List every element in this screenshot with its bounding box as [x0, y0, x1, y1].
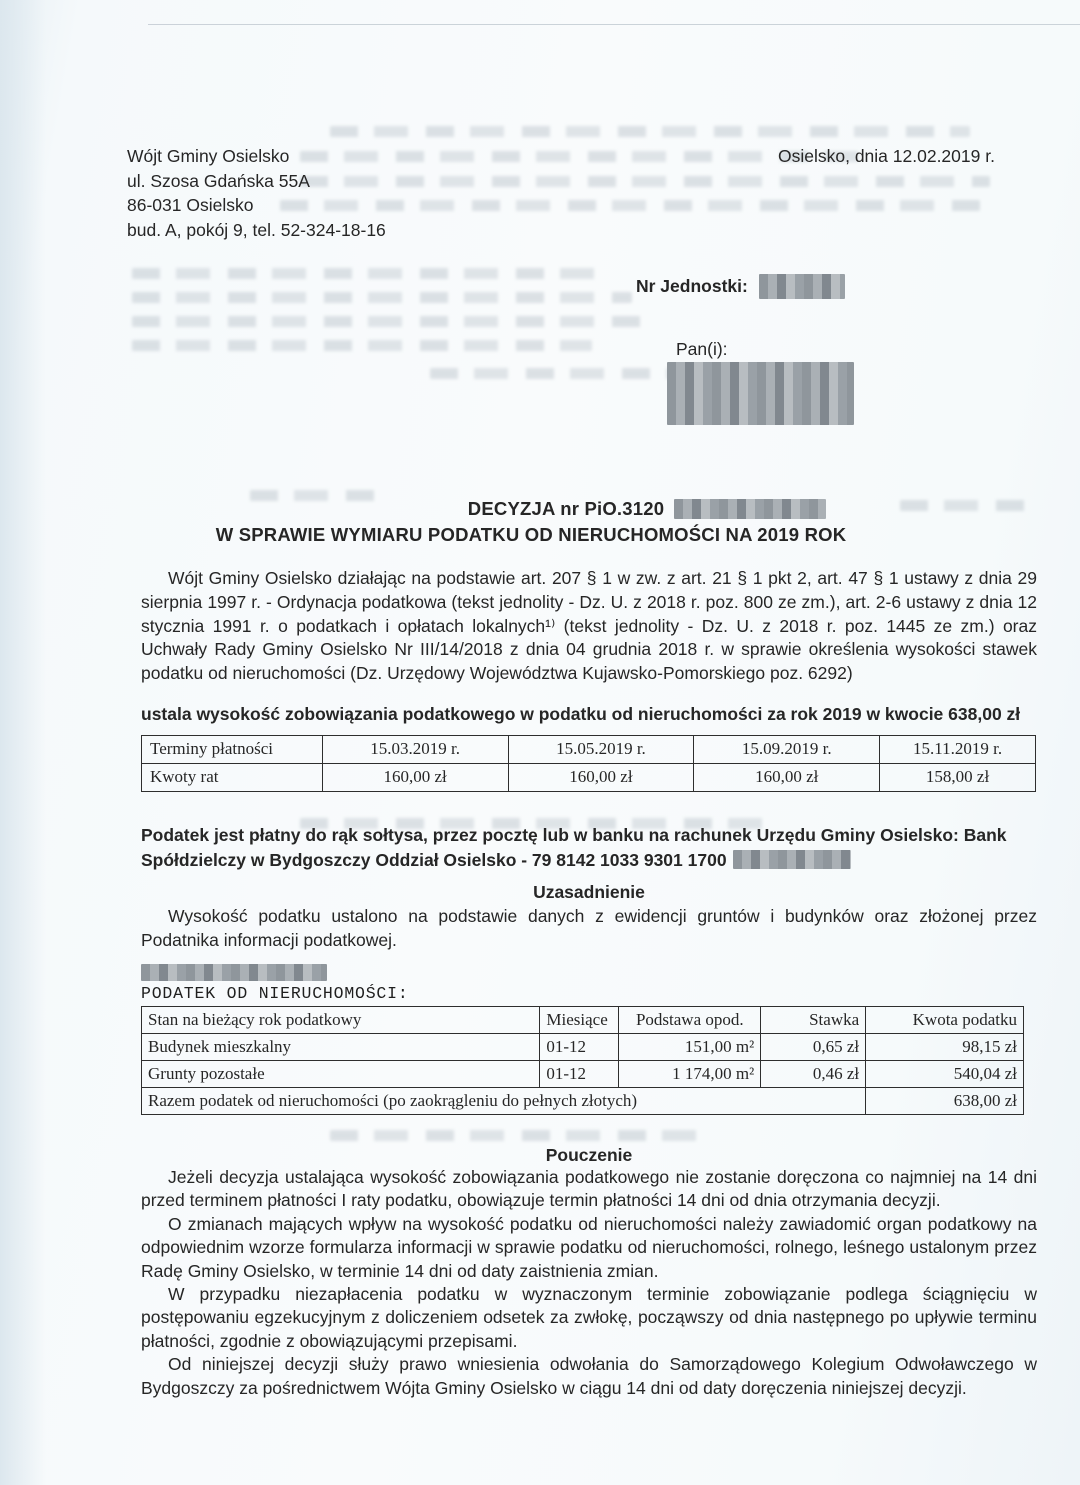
scan-fold-line	[148, 24, 1080, 25]
justification-heading: Uzasadnienie	[533, 881, 645, 902]
sender-line-street: ul. Szosa Gdańska 55A	[127, 170, 310, 191]
installment-date: 15.03.2019 r.	[322, 735, 508, 763]
table-row	[142, 735, 1036, 763]
instruction-paragraph-appeal: Od niniejszej decyzji służy prawo wniesienia odwołania do Samorządowego Kolegium Odwoławczego w Bydgoszczy za pośrednictwem Wójta Gminy Osielsko w ciągu 14 dni od daty doręczenia niniejszej decyzji.	[141, 1354, 1037, 1398]
unit-number-label: Nr Jednostki:	[636, 276, 748, 296]
sender-line-city: 86-031 Osielsko	[127, 195, 254, 215]
installments-label-amounts: Kwoty rat	[142, 763, 323, 791]
installment-date: 15.05.2019 r.	[508, 735, 694, 763]
account-number-redaction	[733, 850, 851, 869]
tax-row-label: Budynek mieszkalny	[142, 1033, 540, 1060]
bleed-through-artifact	[300, 176, 990, 187]
installment-amount: 158,00 zł	[880, 763, 1036, 791]
legal-basis-paragraph: Wójt Gminy Osielsko działając na podstawie art. 207 § 1 w zw. z art. 21 § 1 pkt 2, art. 47 § 1 ustawy z dnia 29 sierpnia 1997 r. - Ordynacja podatkowa (tekst jednolity - Dz. U. z 2018 r. poz. 800 ze zm.), art. 2-6 ustawy z dnia 12 stycznia 1991 r. o podatkach i opłatach lokalnych¹⁾ (tekst jednolity - Dz. U. z 2018 r. poz. 1445 ze zm.) oraz Uchwały Rady Gminy Osielsko Nr III/14/2018 z dnia 04 grudnia 2018 r. w sprawie określenia wysokości stawek podatku od nieruchomości (Dz. Urzędowy Województwa Kujawsko-Pomorskiego poz. 6292)	[141, 568, 1037, 684]
instruction-paragraph-changes: O zmianach mających wpływ na wysokość podatku od nieruchomości należy zawiadomić organ podatkowy na odpowiednim wzorze formularza informacji w sprawie podatku od nieruchomości, rolnego, leśnego ustalonym przez Radę Gminy Osielsko, w terminie 14 dni od daty zaistnienia zmian.	[141, 1213, 1037, 1281]
table-total-row	[142, 1087, 1024, 1114]
tax-row-amount: 98,15 zł	[866, 1033, 1024, 1060]
bleed-through-artifact	[430, 368, 690, 379]
tax-section-label: PODATEK OD NIERUCHOMOŚCI:	[141, 983, 409, 1003]
bleed-through-artifact	[132, 340, 592, 351]
tax-row-rate: 0,46 zł	[761, 1060, 866, 1087]
tax-row-base: 151,00 m²	[619, 1033, 761, 1060]
installment-date: 15.11.2019 r.	[880, 735, 1036, 763]
instruction-paragraph-enforcement: W przypadku niezapłacenia podatku w wyznaczonym terminie zobowiązanie podlega ściągnięciu w postępowaniu egzekucyjnym z doliczeniem odsetek za zwłokę, począwszy od dnia następnego po upływie terminu płatności, zgodnie z obowiązującymi przepisami.	[141, 1284, 1037, 1351]
decision-title: DECYZJA nr PiO.3120	[467, 498, 665, 519]
tax-row-base: 1 174,00 m²	[619, 1060, 761, 1087]
instruction-paragraph-delivery: Jeżeli decyzja ustalająca wysokość zobowiązania podatkowego nie zostanie doręczona co najmniej na 14 dni przed terminem płatności I raty podatku, obowiązuje termin płatności 14 dni od dnia otrzymania decyzji.	[141, 1166, 1037, 1211]
tax-header-amount: Kwota podatku	[866, 1006, 1024, 1033]
table-row	[142, 763, 1036, 791]
justification-paragraph: Wysokość podatku ustalono na podstawie danych z ewidencji gruntów i budynków oraz złożonej przez Podatnika informacji podatkowej.	[141, 905, 1037, 950]
bleed-through-artifact	[330, 126, 970, 137]
tax-total-label: Razem podatek od nieruchomości (po zaokrągleniu do pełnych złotych)	[142, 1087, 866, 1114]
decision-title-row	[199, 498, 1080, 520]
tax-row-label: Grunty pozostałe	[142, 1060, 540, 1087]
tax-header-state: Stan na bieżący rok podatkowy	[142, 1006, 540, 1033]
sender-line-name: Wójt Gminy Osielsko	[127, 146, 290, 166]
tax-row-amount: 540,04 zł	[866, 1060, 1024, 1087]
installments-label-terms: Terminy płatności	[142, 735, 323, 763]
payment-info-paragraph	[141, 823, 1037, 873]
paper-edge-shadow	[0, 0, 46, 1485]
taxpayer-id-redaction	[141, 964, 327, 981]
unit-number-redaction	[759, 274, 845, 299]
tax-amount-statement: ustala wysokość zobowiązania podatkowego w podatku od nieruchomości za rok 2019 w kwocie 638,00 zł	[141, 703, 1021, 724]
decision-number-redaction	[674, 499, 826, 519]
instructions-heading: Pouczenie	[545, 1144, 633, 1165]
table-row	[142, 1060, 1024, 1087]
tax-row-months: 01-12	[540, 1060, 619, 1087]
tax-table	[141, 1006, 1024, 1115]
bleed-through-artifact	[132, 268, 612, 279]
addressee-label: Pan(i):	[676, 339, 728, 359]
sender-address-block	[127, 144, 386, 242]
decision-subtitle: W SPRAWIE WYMIARU PODATKU OD NIERUCHOMOŚCI NA 2019 ROK	[215, 524, 847, 545]
tax-header-rate: Stawka	[761, 1006, 866, 1033]
installments-table	[141, 735, 1036, 792]
tax-total-value: 638,00 zł	[866, 1087, 1024, 1114]
bleed-through-artifact	[132, 316, 652, 327]
bleed-through-artifact	[132, 292, 632, 303]
installment-amount: 160,00 zł	[508, 763, 694, 791]
installment-amount: 160,00 zł	[694, 763, 880, 791]
letter-date: Osielsko, dnia 12.02.2019 r.	[778, 146, 995, 166]
tax-header-months: Miesiące	[540, 1006, 619, 1033]
table-header-row	[142, 1006, 1024, 1033]
payment-info-text: Podatek jest płatny do rąk sołtysa, przez pocztę lub w banku na rachunek Urzędu Gminy Osielsko: Bank Spółdzielczy w Bydgoszczy Oddział Osielsko - 79 8142 1033 9301 1700	[141, 824, 1007, 870]
addressee-redaction	[667, 362, 854, 425]
tax-header-base: Podstawa opod.	[619, 1006, 761, 1033]
tax-row-months: 01-12	[540, 1033, 619, 1060]
table-row	[142, 1033, 1024, 1060]
tax-row-rate: 0,65 zł	[761, 1033, 866, 1060]
letter-body	[141, 498, 1037, 1400]
sender-line-contact: bud. A, pokój 9, tel. 52-324-18-16	[127, 219, 386, 240]
unit-number-row	[636, 274, 845, 299]
installment-amount: 160,00 zł	[322, 763, 508, 791]
installment-date: 15.09.2019 r.	[694, 735, 880, 763]
